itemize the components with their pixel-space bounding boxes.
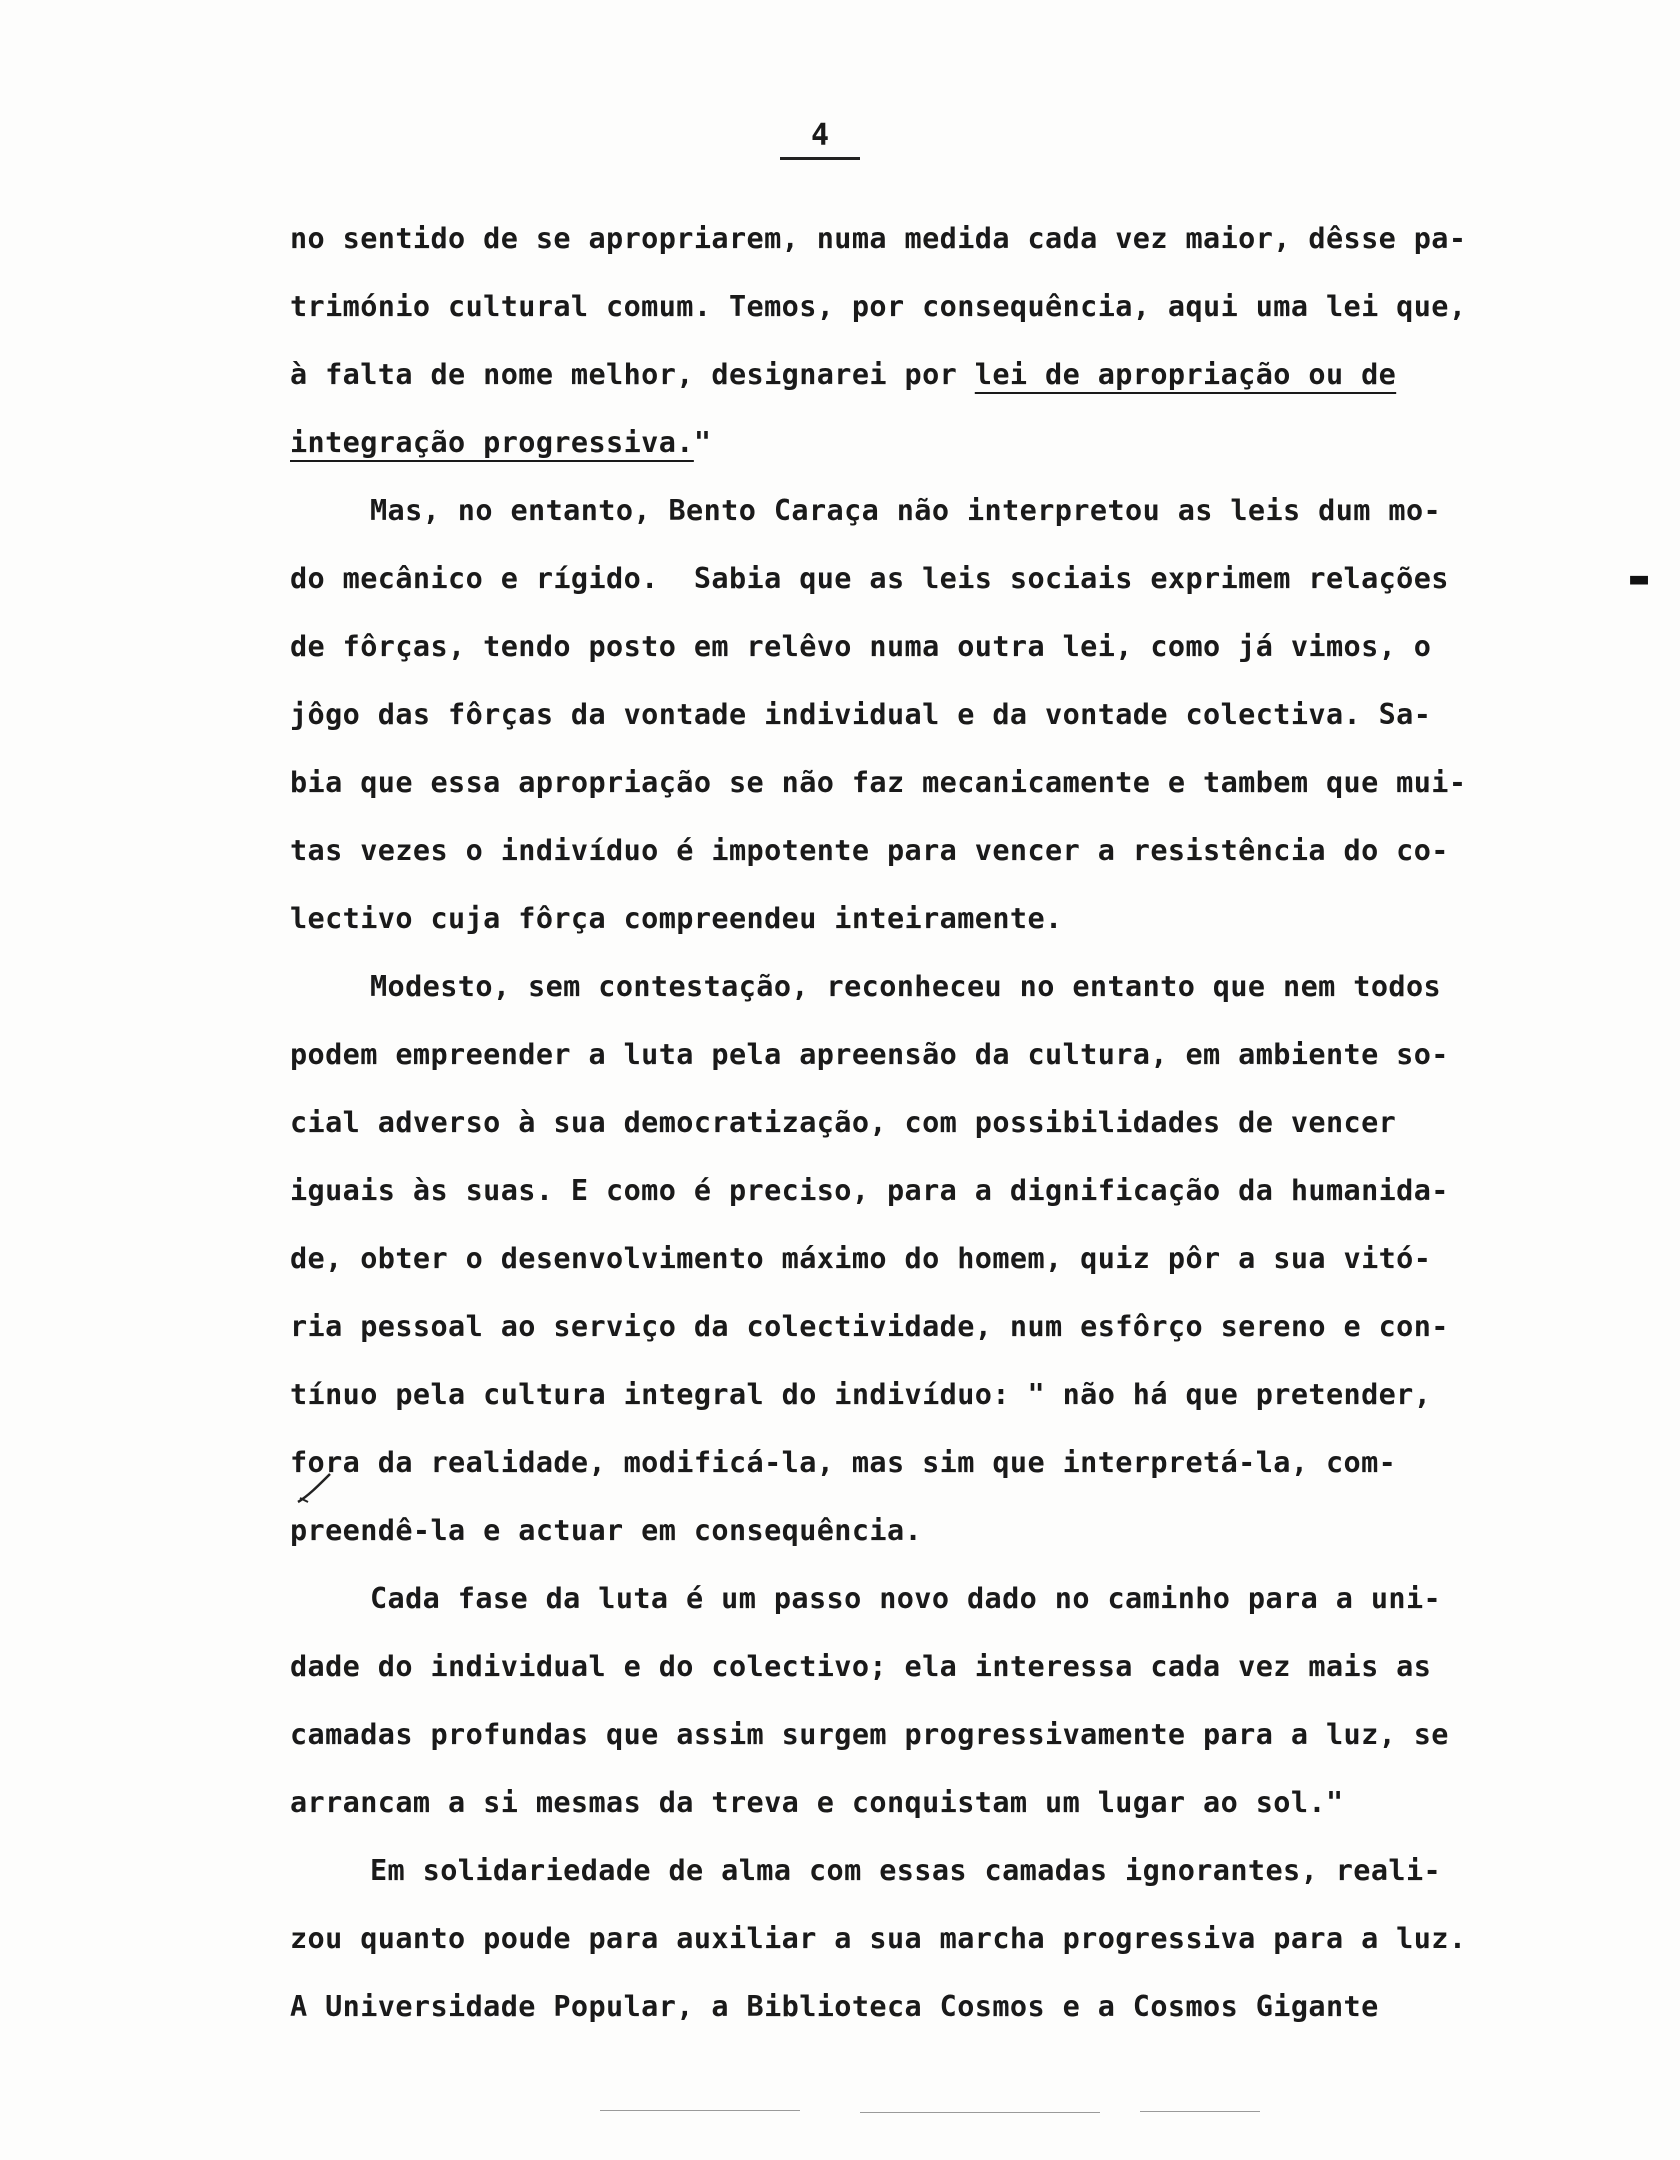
scan-artifact — [860, 2112, 1100, 2113]
line-text: arrancam a si mesmas da treva e conquistam um lugar ao sol." — [290, 1786, 1344, 1819]
text-line — [290, 1021, 1630, 1089]
line-text: tínuo pela cultura integral do indivíduo: " não há que pretender, — [290, 1378, 1432, 1411]
line-text: do mecânico e rígido. Sabia que as leis sociais exprimem relações — [290, 562, 1449, 595]
line-text: jôgo das fôrças da vontade individual e da vontade colectiva. Sa- — [290, 698, 1432, 731]
line-text: zou quanto poude para auxiliar a sua marcha progressiva para a luz. — [290, 1922, 1467, 1955]
text-line — [290, 1633, 1630, 1701]
text-line — [290, 1497, 1630, 1565]
ink-blot: ▬ — [1630, 561, 1649, 596]
line-text: dade do individual e do colectivo; ela interessa cada vez mais as — [290, 1650, 1432, 1683]
text-line — [290, 1089, 1630, 1157]
text-line — [290, 341, 1630, 409]
text-line — [290, 1293, 1630, 1361]
text-line — [290, 1973, 1630, 2041]
body-text — [290, 205, 1649, 2041]
line-text: Em solidariedade de alma com essas camadas ignorantes, reali- — [370, 1854, 1442, 1887]
text-line — [290, 409, 1630, 477]
text-line — [370, 477, 1630, 545]
scan-artifact — [1140, 2111, 1260, 2112]
line-text: iguais às suas. E como é preciso, para a dignificação da humanida- — [290, 1174, 1449, 1207]
text-line — [290, 1361, 1630, 1429]
text-line — [290, 1769, 1630, 1837]
line-text: fora da realidade, modificá-la, mas sim que interpretá-la, com- — [290, 1446, 1397, 1479]
text-line — [290, 545, 1649, 613]
line-text: ria pessoal ao serviço da colectividade, num esfôrço sereno e con- — [290, 1310, 1449, 1343]
line-text: Mas, no entanto, Bento Caraça não interpretou as leis dum mo- — [370, 494, 1442, 527]
scan-artifact — [600, 2110, 800, 2111]
text-line — [290, 613, 1630, 681]
line-text: camadas profundas que assim surgem progressivamente para a luz, se — [290, 1718, 1449, 1751]
text-line — [290, 1225, 1630, 1293]
line-text: no sentido de se apropriarem, numa medida cada vez maior, dêsse pa- — [290, 222, 1467, 255]
line-text: Cada fase da luta é um passo novo dado no caminho para a uni- — [370, 1582, 1442, 1615]
line-text: Modesto, sem contestação, reconheceu no entanto que nem todos — [370, 970, 1442, 1003]
line-text: preendê-la e actuar em consequência. — [290, 1514, 923, 1547]
text-line — [290, 1701, 1630, 1769]
text-line — [290, 681, 1630, 749]
line-text: cial adverso à sua democratização, com possibilidades de vencer — [290, 1106, 1397, 1139]
text-line — [370, 1837, 1630, 1905]
pen-tick-mark — [294, 1468, 334, 1508]
line-text: tas vezes o indivíduo é impotente para vencer a resistência do co- — [290, 834, 1449, 867]
line-text: podem empreender a luta pela apreensão da cultura, em ambiente so- — [290, 1038, 1449, 1071]
page-number: 4 — [780, 118, 860, 160]
closing-quote: " — [693, 426, 712, 459]
text-line — [290, 749, 1630, 817]
text-line — [290, 205, 1630, 273]
text-line — [370, 1565, 1630, 1633]
text-line — [290, 885, 1630, 953]
text-line — [290, 1157, 1630, 1225]
line-text: lectivo cuja fôrça compreendeu inteiramente. — [290, 902, 1063, 935]
line-text: à falta de nome melhor, designarei por — [290, 358, 975, 391]
line-text: bia que essa apropriação se não faz mecanicamente e tambem que mui- — [290, 766, 1467, 799]
line-text: de fôrças, tendo posto em relêvo numa outra lei, como já vimos, o — [290, 630, 1432, 663]
text-line — [290, 817, 1630, 885]
text-line — [370, 953, 1630, 1021]
line-text: A Universidade Popular, a Biblioteca Cosmos e a Cosmos Gigante — [290, 1990, 1379, 2023]
line-text: de, obter o desenvolvimento máximo do homem, quiz pôr a sua vitó- — [290, 1242, 1432, 1275]
line-text: trimónio cultural comum. Temos, por consequência, aqui uma lei que, — [290, 290, 1467, 323]
text-line — [290, 1905, 1630, 1973]
text-line — [290, 1429, 1630, 1497]
underlined-law-name: integração progressiva. — [290, 426, 694, 459]
underlined-law-name: lei de apropriação ou de — [974, 358, 1397, 391]
text-line — [290, 273, 1630, 341]
